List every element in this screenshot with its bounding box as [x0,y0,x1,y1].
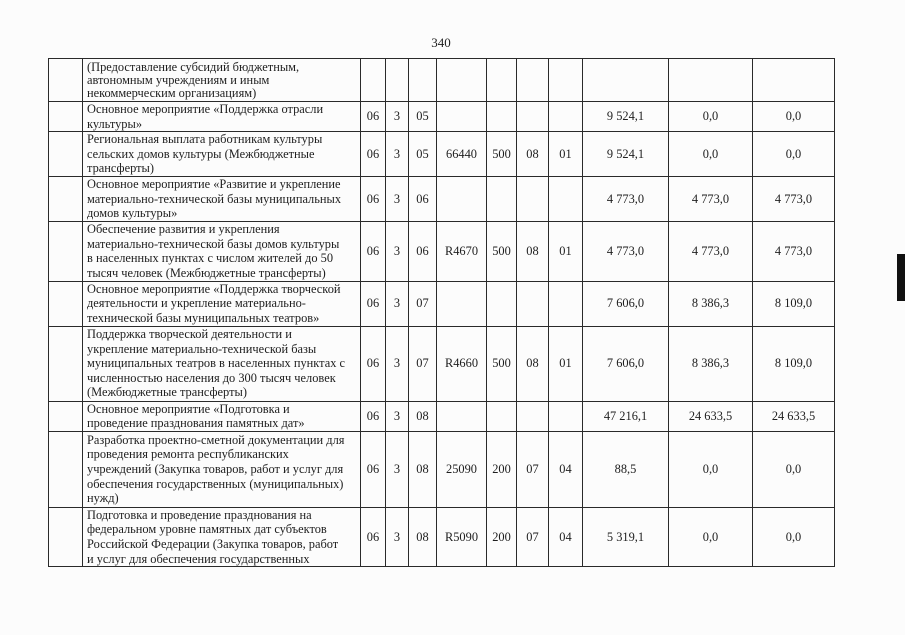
amount-col-1: 4 773,0 [583,177,669,222]
expense-type-code [487,177,517,222]
section-code: 08 [517,132,549,177]
table-row [49,102,835,132]
program-code: 06 [361,401,386,431]
amount-col-2: 8 386,3 [669,281,753,326]
expense-type-code [487,102,517,132]
subsection-code: 01 [549,222,583,281]
amount-col-2: 0,0 [669,132,753,177]
direction-code: 25090 [437,431,487,507]
row-description: Поддержка творческой деятельности и укрепление материально-технической базы муниципальных театров в населенных пунктах с численностью населения до 300 тысяч человек (Межбюджетные трансферты) [83,326,361,401]
subprogram-code: 3 [386,326,409,401]
expense-type-code [487,281,517,326]
expense-type-code: 500 [487,326,517,401]
table-row [49,222,835,281]
activity-code: 08 [409,431,437,507]
table-row [49,326,835,401]
activity-code [409,59,437,102]
direction-code: R5090 [437,507,487,566]
row-description: Основное мероприятие «Поддержка творческой деятельности и укрепление материально- технической базы муниципальных театров» [83,281,361,326]
row-description: Основное мероприятие «Подготовка и проведение празднования памятных дат» [83,401,361,431]
amount-col-3: 0,0 [753,132,835,177]
amount-col-3 [753,59,835,102]
program-code [361,59,386,102]
table-row [49,177,835,222]
amount-col-1: 9 524,1 [583,132,669,177]
program-code: 06 [361,507,386,566]
amount-col-1: 5 319,1 [583,507,669,566]
direction-code: R4660 [437,326,487,401]
amount-col-1: 9 524,1 [583,102,669,132]
subprogram-code: 3 [386,431,409,507]
subsection-code [549,59,583,102]
subprogram-code: 3 [386,507,409,566]
activity-code: 08 [409,401,437,431]
page-number: 340 [431,35,451,50]
subsection-code: 01 [549,132,583,177]
blank-cell [49,281,83,326]
amount-col-2: 0,0 [669,102,753,132]
section-code [517,59,549,102]
activity-code: 05 [409,102,437,132]
amount-col-2: 0,0 [669,431,753,507]
table-row [49,431,835,507]
subprogram-code: 3 [386,177,409,222]
expense-type-code: 200 [487,507,517,566]
expense-type-code [487,59,517,102]
activity-code: 08 [409,507,437,566]
section-code [517,401,549,431]
expense-type-code: 500 [487,222,517,281]
expense-type-code: 200 [487,431,517,507]
row-description: Обеспечение развития и укрепления материально-технической базы домов культуры в населенных пунктах с числом жителей до 50 тысяч человек (Межбюджетные трансферты) [83,222,361,281]
blank-cell [49,431,83,507]
section-code: 08 [517,326,549,401]
subprogram-code: 3 [386,222,409,281]
table-row [49,59,835,102]
row-description: (Предоставление субсидий бюджетным, автономным учреждениям и иным некоммерческим организациям) [83,59,361,102]
activity-code: 07 [409,281,437,326]
section-code [517,102,549,132]
subsection-code: 04 [549,507,583,566]
amount-col-1: 47 216,1 [583,401,669,431]
direction-code: 66440 [437,132,487,177]
section-code [517,177,549,222]
amount-col-3: 8 109,0 [753,326,835,401]
program-code: 06 [361,326,386,401]
expense-type-code [487,401,517,431]
table-row [49,281,835,326]
amount-col-1: 88,5 [583,431,669,507]
subsection-code [549,401,583,431]
row-description: Основное мероприятие «Развитие и укрепление материально-технической базы муниципальных домов культуры» [83,177,361,222]
amount-col-1: 4 773,0 [583,222,669,281]
direction-code [437,177,487,222]
subprogram-code: 3 [386,401,409,431]
program-code: 06 [361,222,386,281]
row-description: Региональная выплата работникам культуры сельских домов культуры (Межбюджетные трансферты) [83,132,361,177]
direction-code [437,59,487,102]
table-row [49,132,835,177]
program-code: 06 [361,102,386,132]
row-description: Подготовка и проведение празднования на федеральном уровне памятных дат субъектов Российской Федерации (Закупка товаров, работ и услуг для обеспечения государственных [83,507,361,566]
expense-type-code: 500 [487,132,517,177]
amount-col-3: 0,0 [753,102,835,132]
subsection-code: 01 [549,326,583,401]
blank-cell [49,132,83,177]
amount-col-2: 8 386,3 [669,326,753,401]
program-code: 06 [361,431,386,507]
subsection-code [549,102,583,132]
amount-col-3: 8 109,0 [753,281,835,326]
activity-code: 06 [409,222,437,281]
program-code: 06 [361,132,386,177]
blank-cell [49,401,83,431]
direction-code [437,102,487,132]
amount-col-2: 0,0 [669,507,753,566]
blank-cell [49,507,83,566]
blank-cell [49,177,83,222]
table-row [49,507,835,566]
activity-code: 06 [409,177,437,222]
blank-cell [49,326,83,401]
amount-col-2: 4 773,0 [669,177,753,222]
subsection-code [549,177,583,222]
budget-table [48,58,835,567]
subsection-code: 04 [549,431,583,507]
activity-code: 07 [409,326,437,401]
amount-col-3: 4 773,0 [753,222,835,281]
amount-col-2: 4 773,0 [669,222,753,281]
amount-col-1 [583,59,669,102]
direction-code [437,401,487,431]
row-description: Разработка проектно-сметной документации для проведения ремонта республиканских учреждений (Закупка товаров, работ и услуг для обеспечения государственных (муниципальных) нужд) [83,431,361,507]
section-code: 08 [517,222,549,281]
section-code: 07 [517,431,549,507]
binding-mark [897,254,905,301]
amount-col-2: 24 633,5 [669,401,753,431]
subprogram-code [386,59,409,102]
activity-code: 05 [409,132,437,177]
subsection-code [549,281,583,326]
blank-cell [49,222,83,281]
program-code: 06 [361,281,386,326]
subprogram-code: 3 [386,132,409,177]
amount-col-3: 0,0 [753,431,835,507]
amount-col-2 [669,59,753,102]
amount-col-3: 24 633,5 [753,401,835,431]
section-code [517,281,549,326]
amount-col-3: 0,0 [753,507,835,566]
subprogram-code: 3 [386,102,409,132]
amount-col-3: 4 773,0 [753,177,835,222]
table-row [49,401,835,431]
direction-code [437,281,487,326]
amount-col-1: 7 606,0 [583,326,669,401]
amount-col-1: 7 606,0 [583,281,669,326]
row-description: Основное мероприятие «Поддержка отрасли культуры» [83,102,361,132]
blank-cell [49,102,83,132]
direction-code: R4670 [437,222,487,281]
section-code: 07 [517,507,549,566]
subprogram-code: 3 [386,281,409,326]
blank-cell [49,59,83,102]
program-code: 06 [361,177,386,222]
